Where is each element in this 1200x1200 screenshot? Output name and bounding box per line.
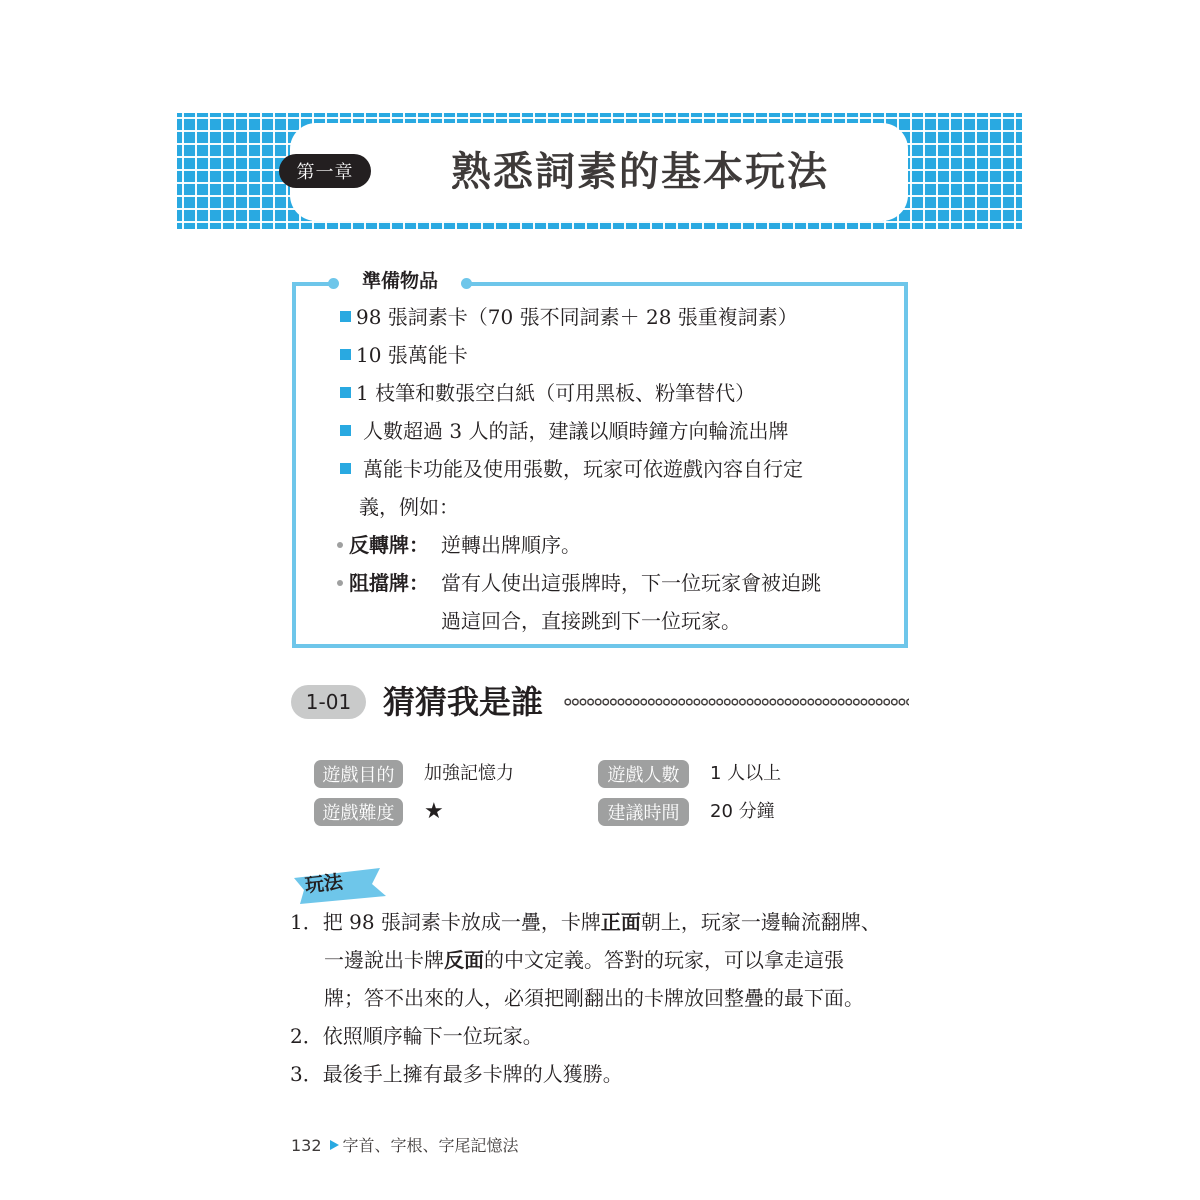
page-number: 132: [291, 1136, 322, 1155]
step-number: 2．: [290, 1024, 323, 1048]
step-number: 3．: [290, 1062, 323, 1086]
dotted-divider: [564, 697, 909, 707]
card-name: 阻擋牌：: [349, 571, 429, 595]
page-footer: [291, 1133, 519, 1159]
play-step-continued: 一邊說出卡牌反面的中文定義。答對的玩家，可以拿走這張: [324, 948, 844, 972]
card-definition: [337, 526, 429, 564]
square-bullet-icon: [340, 425, 351, 436]
card-definition: [337, 564, 429, 602]
preparation-item: 10 張萬能卡: [340, 336, 468, 374]
goal-value: 加強記憶力: [424, 763, 514, 784]
triangle-arrow-icon: [330, 1140, 339, 1150]
play-step: 1．把 98 張詞素卡放成一疊，卡牌正面朝上，玩家一邊輪流翻牌、: [290, 910, 881, 934]
play-step: 3．最後手上擁有最多卡牌的人獲勝。: [290, 1062, 623, 1086]
time-tag: 建議時間: [598, 798, 689, 826]
goal-tag: 遊戲目的: [314, 760, 403, 788]
square-bullet-icon: [340, 387, 351, 398]
dot-bullet-icon: [337, 580, 343, 586]
square-bullet-icon: [340, 311, 351, 322]
time-value: 20 分鐘: [710, 801, 775, 822]
emphasis: 正面: [600, 910, 641, 934]
card-description: 逆轉出牌順序。: [441, 533, 581, 557]
preparation-item: 人數超過 3 人的話，建議以順時鐘方向輪流出牌: [340, 412, 788, 450]
chapter-label: 第一章: [279, 154, 371, 188]
difficulty-tag: 遊戲難度: [314, 798, 403, 826]
players-value: 1 人以上: [710, 763, 782, 784]
preparation-item: 1 枝筆和數張空白紙（可用黑板、粉筆替代）: [340, 374, 755, 412]
play-step: 2．依照順序輪下一位玩家。: [290, 1024, 543, 1048]
card-name: 反轉牌：: [349, 533, 429, 557]
book-title: 字首、字根、字尾記憶法: [342, 1136, 519, 1155]
section-title: 猜猜我是誰: [383, 683, 544, 721]
chapter-title: 熟悉詞素的基本玩法: [451, 148, 829, 195]
card-description: 當有人使出這張牌時，下一位玩家會被迫跳: [441, 571, 821, 595]
dot-bullet-icon: [337, 542, 343, 548]
heading-dot-right-icon: [461, 278, 472, 289]
step-number: 1．: [290, 910, 323, 934]
card-description-continued: 過這回合，直接跳到下一位玩家。: [441, 609, 741, 633]
preparation-heading: 準備物品: [361, 270, 438, 292]
play-step-continued: 牌；答不出來的人，必須把剛翻出的卡牌放回整疊的最下面。: [324, 986, 864, 1010]
emphasis: 反面: [444, 948, 484, 972]
preparation-item-continued: 義，例如：: [359, 495, 459, 519]
section-number: 1-01: [291, 685, 366, 719]
square-bullet-icon: [340, 349, 351, 360]
preparation-item: 萬能卡功能及使用張數，玩家可依遊戲內容自行定: [340, 450, 803, 488]
preparation-item: 98 張詞素卡（70 張不同詞素＋ 28 張重複詞素）: [340, 298, 798, 336]
play-heading: 玩法: [303, 871, 344, 897]
players-tag: 遊戲人數: [598, 760, 689, 788]
difficulty-star-icon: ★: [424, 799, 444, 824]
square-bullet-icon: [340, 463, 351, 474]
heading-dot-left-icon: [328, 278, 339, 289]
